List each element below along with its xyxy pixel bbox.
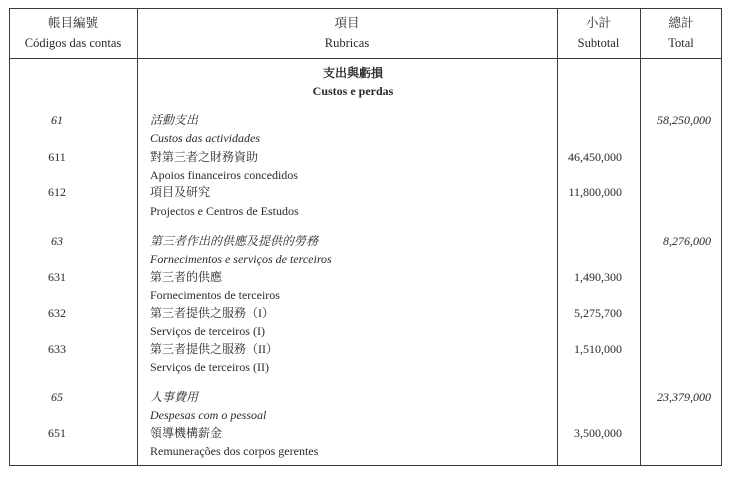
account-code: 611 xyxy=(48,150,66,164)
account-desc-zh: 活動支出 xyxy=(150,113,199,127)
account-desc-zh: 第三者提供之服務（I） xyxy=(150,306,274,320)
account-desc-zh: 對第三者之財務資助 xyxy=(150,150,259,164)
header-total-pt: Total xyxy=(668,36,694,50)
account-subtotal: 3,500,000 xyxy=(574,426,622,440)
account-desc-zh: 人事費用 xyxy=(150,390,199,404)
account-subtotal: 46,450,000 xyxy=(568,150,622,164)
header-rubric xyxy=(137,13,557,53)
account-code: 651 xyxy=(48,426,66,440)
account-total: 58,250,000 xyxy=(657,113,711,127)
account-desc-pt: Custos das actividades xyxy=(150,131,260,145)
account-code: 63 xyxy=(51,234,63,248)
account-code: 612 xyxy=(48,185,66,199)
section-title-zh: 支出與虧損 xyxy=(322,66,383,80)
section-title-pt: Custos e perdas xyxy=(312,84,394,98)
account-desc-zh: 第三者的供應 xyxy=(150,270,223,284)
header-total-zh: 總計 xyxy=(668,16,694,30)
header-codes xyxy=(9,13,137,53)
account-total: 23,379,000 xyxy=(657,390,711,404)
header-codes-pt: Códigos das contas xyxy=(24,36,122,50)
header-divider xyxy=(9,58,722,59)
account-subtotal: 1,510,000 xyxy=(574,342,622,356)
account-desc-pt: Remunerações dos corpos gerentes xyxy=(150,444,319,458)
account-subtotal: 5,275,700 xyxy=(574,306,622,320)
account-desc-zh: 第三者提供之服務（II） xyxy=(150,342,278,356)
account-desc-pt: Fornecimentos de terceiros xyxy=(150,288,280,302)
account-subtotal: 1,490,300 xyxy=(574,270,622,284)
account-desc-zh: 領導機構薪金 xyxy=(150,426,223,440)
account-desc-pt: Serviços de terceiros (II) xyxy=(150,360,269,374)
header-rubric-pt: Rubricas xyxy=(324,36,370,50)
account-code: 633 xyxy=(48,342,66,356)
header-rubric-zh: 項目 xyxy=(334,16,360,30)
header-subtotal-pt: Subtotal xyxy=(577,36,620,50)
account-desc-pt: Serviços de terceiros (I) xyxy=(150,324,265,338)
column-divider xyxy=(640,8,641,466)
account-subtotal: 11,800,000 xyxy=(568,185,622,199)
account-code: 631 xyxy=(48,270,66,284)
header-subtotal xyxy=(557,13,640,53)
account-desc-pt: Projectos e Centros de Estudos xyxy=(150,204,299,218)
header-codes-zh: 帳目編號 xyxy=(47,16,98,30)
account-desc-pt: Despesas com o pessoal xyxy=(150,408,267,422)
account-desc-pt: Fornecimentos e serviços de terceiros xyxy=(150,252,332,266)
account-code: 65 xyxy=(51,390,63,404)
account-desc-zh: 第三者作出的供應及提供的勞務 xyxy=(150,234,319,248)
column-divider xyxy=(137,8,138,466)
header-subtotal-zh: 小計 xyxy=(585,16,611,30)
account-desc-zh: 項目及研究 xyxy=(150,185,211,199)
header-total xyxy=(640,13,722,53)
account-code: 632 xyxy=(48,306,66,320)
account-code: 61 xyxy=(51,113,63,127)
account-desc-pt: Apoios financeiros concedidos xyxy=(150,168,298,182)
account-total: 8,276,000 xyxy=(663,234,711,248)
